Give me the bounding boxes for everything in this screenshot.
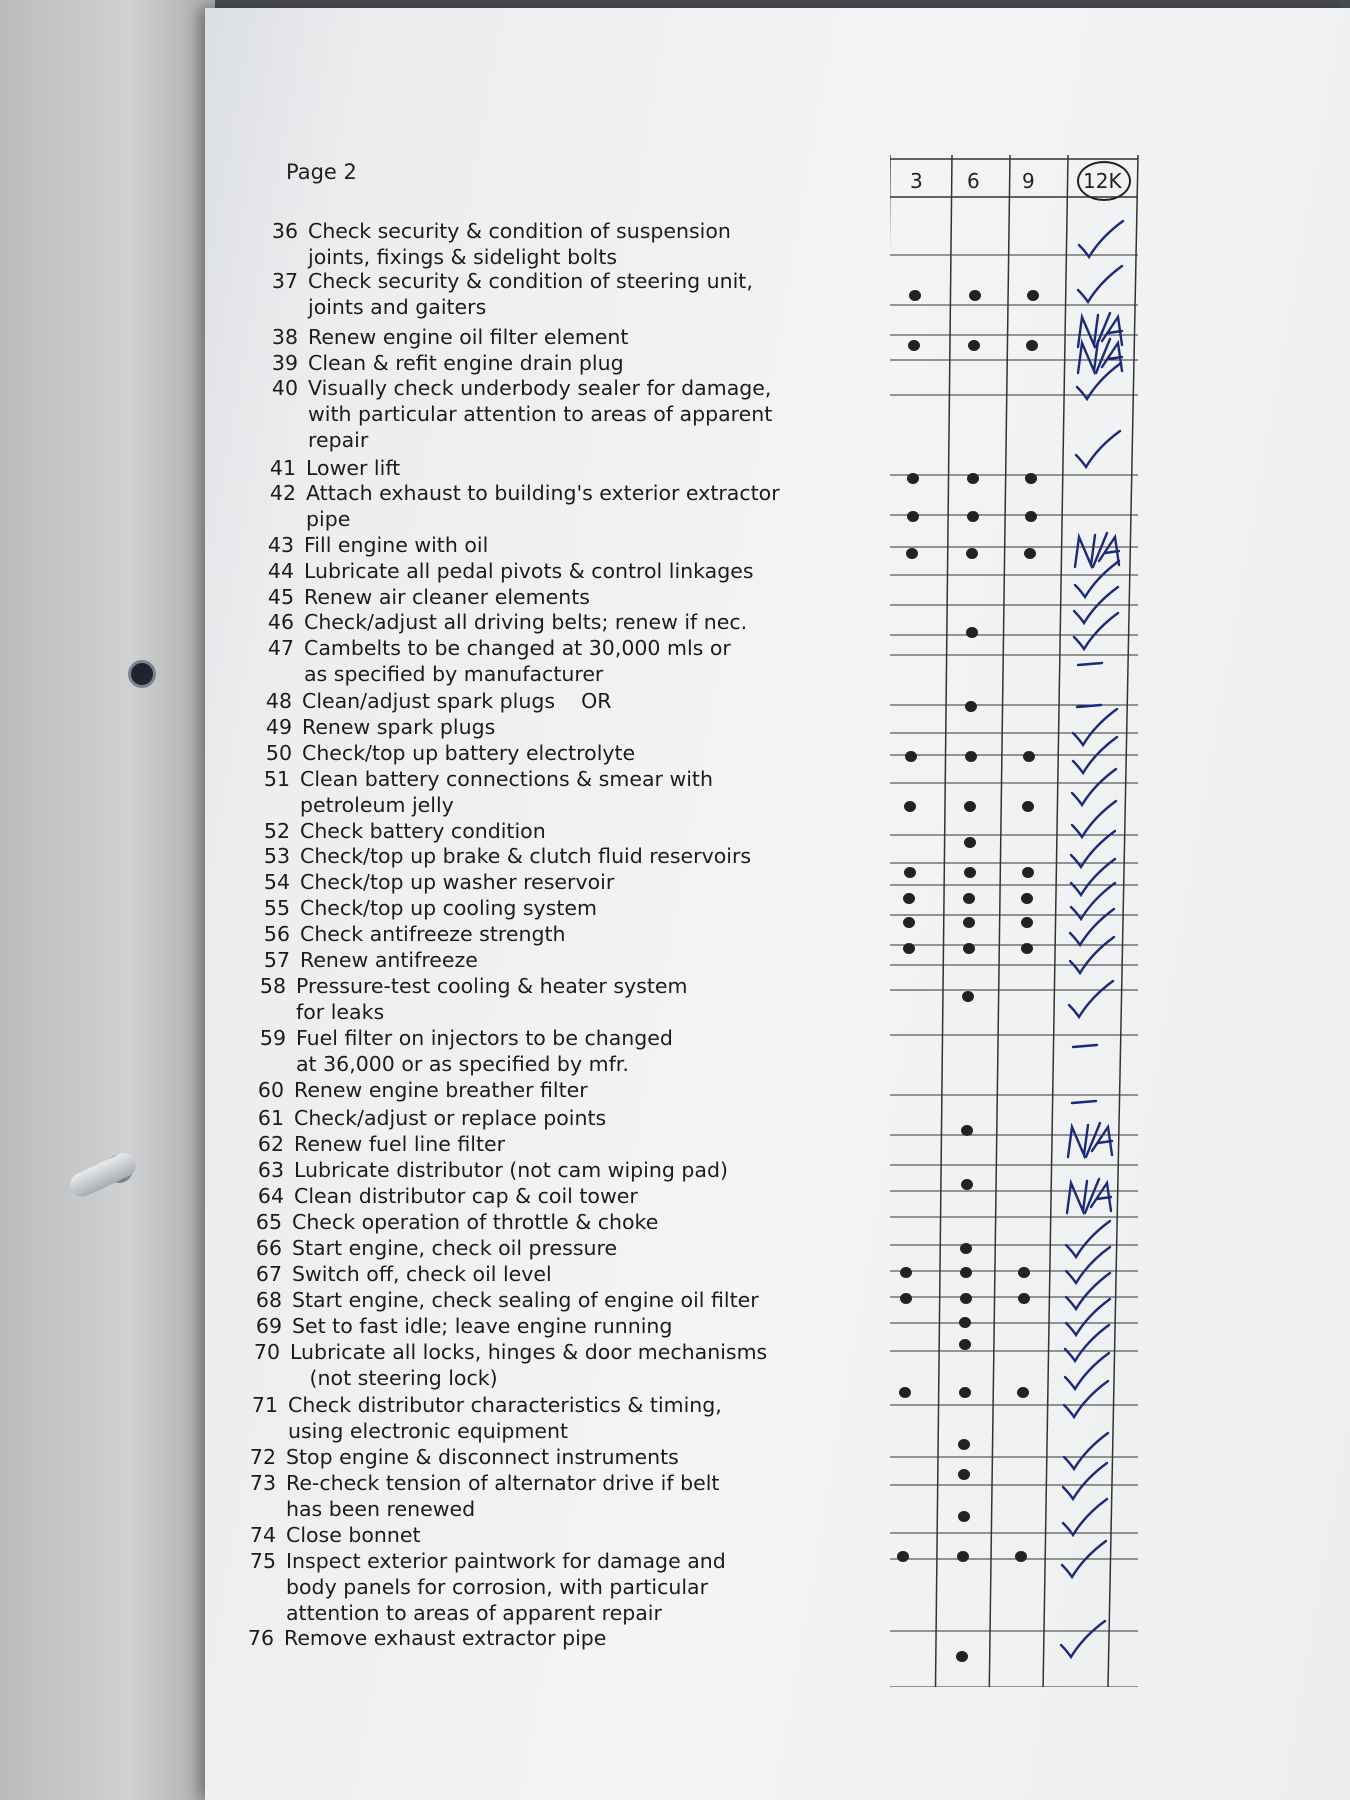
item-text: Clean distributor cap & coil tower (294, 1184, 638, 1208)
dot-icon (908, 340, 920, 351)
item-text: Check/top up battery electrolyte (302, 741, 636, 765)
checklist-item (254, 558, 754, 584)
dot-icon (963, 943, 975, 954)
checklist-item (242, 1209, 658, 1235)
item-text: Lubricate all locks, hinges & door mechanisms (not steering lock) (290, 1340, 768, 1390)
item-text: Renew antifreeze (300, 948, 478, 972)
check-icon (1073, 217, 1129, 267)
item-number: 61 (257, 1106, 284, 1130)
dot-icon (969, 290, 981, 301)
item-text: Check antifreeze strength (300, 922, 566, 946)
item-number: 46 (267, 610, 294, 634)
item-number: 50 (265, 741, 292, 765)
dot-icon (957, 1551, 969, 1562)
checklist-item (244, 1157, 728, 1183)
checklist-item (236, 1470, 719, 1522)
dot-icon (960, 1267, 972, 1278)
item-number: 38 (271, 325, 298, 349)
na-handwritten-icon (1061, 1173, 1117, 1223)
column-header-3: 3 (910, 169, 923, 193)
check-icon (1064, 933, 1120, 983)
dot-icon (965, 701, 977, 712)
item-number: 62 (257, 1132, 284, 1156)
binder-hole (128, 660, 156, 688)
item-number: 67 (255, 1262, 282, 1286)
item-number: 47 (267, 636, 294, 660)
item-number: 60 (257, 1078, 284, 1102)
item-text: Clean/adjust spark plugs OR (302, 689, 612, 713)
checklist-item (244, 1077, 588, 1103)
item-text: Stop engine & disconnect instruments (286, 1445, 679, 1469)
dot-icon (900, 1267, 912, 1278)
dot-icon (965, 751, 977, 762)
item-number: 68 (255, 1288, 282, 1312)
dot-icon (900, 1293, 912, 1304)
dash-icon (1063, 1017, 1119, 1067)
dot-icon (960, 1293, 972, 1304)
item-number: 36 (271, 219, 298, 243)
checklist-item (238, 1392, 722, 1444)
dot-icon (907, 511, 919, 522)
checklist-item (250, 895, 597, 921)
item-number: 64 (257, 1184, 284, 1208)
item-text: Renew engine breather filter (294, 1078, 588, 1102)
item-text: Attach exhaust to building's exterior extractor pipe (306, 481, 780, 531)
checklist-item (252, 688, 612, 714)
item-number: 66 (255, 1236, 282, 1260)
dot-icon (1023, 751, 1035, 762)
dot-icon (1025, 473, 1037, 484)
item-number: 43 (267, 533, 294, 557)
checklist-item (252, 740, 635, 766)
checklist-item (246, 1025, 673, 1077)
item-number: 65 (255, 1210, 282, 1234)
check-icon (1070, 427, 1126, 477)
checklist-item (242, 1261, 552, 1287)
checklist-item (250, 869, 614, 895)
checklist-item (252, 714, 495, 740)
dot-icon (961, 1179, 973, 1190)
dot-icon (899, 1387, 911, 1398)
dot-icon (903, 893, 915, 904)
checklist-item (236, 1548, 726, 1626)
dot-icon (905, 751, 917, 762)
check-icon (1055, 1617, 1111, 1667)
item-text: Set to fast idle; leave engine running (292, 1314, 673, 1338)
item-text: Switch off, check oil level (292, 1262, 552, 1286)
checklist-item (242, 1287, 759, 1313)
item-number: 45 (267, 585, 294, 609)
checklist-item (234, 1625, 606, 1651)
dot-icon (959, 1387, 971, 1398)
item-number: 56 (263, 922, 290, 946)
item-number: 41 (269, 456, 296, 480)
dot-icon (1021, 893, 1033, 904)
check-icon (1072, 262, 1128, 312)
dot-icon (964, 801, 976, 812)
dot-icon (968, 340, 980, 351)
item-number: 57 (263, 948, 290, 972)
dash-icon (1062, 1073, 1118, 1123)
checklist-item (254, 584, 590, 610)
dot-icon (1021, 917, 1033, 928)
item-text: Renew fuel line filter (294, 1132, 506, 1156)
dot-icon (962, 991, 974, 1002)
item-number: 75 (249, 1549, 276, 1573)
item-number: 39 (271, 351, 298, 375)
checklist-item (256, 480, 780, 532)
previous-page-edge (0, 0, 215, 1800)
item-number: 69 (255, 1314, 282, 1338)
interval-grid (890, 155, 1144, 1687)
item-text: Renew spark plugs (302, 715, 496, 739)
na-handwritten-icon (1062, 1117, 1118, 1167)
checklist-item (240, 1339, 767, 1391)
dot-icon (909, 290, 921, 301)
checklist-item (258, 218, 731, 270)
checklist-item (250, 818, 546, 844)
checklist-item (250, 947, 478, 973)
item-number: 44 (267, 559, 294, 583)
item-text: Start engine, check sealing of engine oil filter (292, 1288, 759, 1312)
item-text: Lower lift (306, 456, 401, 480)
item-text: Check/adjust or replace points (294, 1106, 607, 1130)
dot-icon (959, 1317, 971, 1328)
checklist-item (250, 766, 713, 818)
checklist-item (258, 375, 772, 453)
item-text: Clean battery connections & smear with petroleum jelly (300, 767, 713, 817)
item-text: Cambelts to be changed at 30,000 mls or as specified by manufacturer (304, 636, 731, 686)
item-text: Check security & condition of suspension joints, fixings & sidelight bolts (308, 219, 731, 269)
checklist-item (236, 1522, 421, 1548)
item-number: 52 (263, 819, 290, 843)
item-text: Renew engine oil filter element (308, 325, 629, 349)
checklist-item (258, 268, 753, 320)
item-number: 73 (249, 1471, 276, 1495)
item-number: 40 (271, 376, 298, 400)
item-text: Lubricate all pedal pivots & control linkages (304, 559, 754, 583)
checklist-item (258, 350, 624, 376)
item-text: Check/top up washer reservoir (300, 870, 615, 894)
check-icon (1056, 1537, 1112, 1587)
dot-icon (958, 1439, 970, 1450)
item-text: Check battery condition (300, 819, 546, 843)
item-text: Visually check underbody sealer for damage, with particular attention to areas of apparent repair (308, 376, 773, 452)
dot-icon (1025, 511, 1037, 522)
item-number: 42 (269, 481, 296, 505)
dot-icon (961, 1125, 973, 1136)
dot-icon (904, 867, 916, 878)
checklist-item (244, 1105, 606, 1131)
item-text: Check security & condition of steering unit, joints and gaiters (308, 269, 753, 319)
dot-icon (1017, 1387, 1029, 1398)
item-text: Close bonnet (286, 1523, 421, 1547)
checklist-item (242, 1235, 617, 1261)
item-text: Start engine, check oil pressure (292, 1236, 618, 1260)
item-number: 49 (265, 715, 292, 739)
dot-icon (1022, 867, 1034, 878)
column-header-9: 9 (1022, 169, 1035, 193)
dot-icon (963, 917, 975, 928)
item-text: Check operation of throttle & choke (292, 1210, 659, 1234)
dot-icon (1018, 1293, 1030, 1304)
dot-icon (1026, 340, 1038, 351)
item-number: 72 (249, 1445, 276, 1469)
checklist-item (250, 921, 566, 947)
check-icon (1058, 1377, 1114, 1427)
dot-icon (966, 627, 978, 638)
item-number: 74 (249, 1523, 276, 1547)
dot-icon (963, 893, 975, 904)
dot-icon (897, 1551, 909, 1562)
item-number: 59 (259, 1026, 286, 1050)
column-header-6: 6 (967, 169, 980, 193)
item-text: Renew air cleaner elements (304, 585, 590, 609)
dot-icon (907, 473, 919, 484)
dot-icon (1027, 290, 1039, 301)
item-number: 58 (259, 974, 286, 998)
page-number: Page 2 (286, 160, 357, 184)
dot-icon (904, 801, 916, 812)
checklist-item (256, 455, 400, 481)
dot-icon (960, 1243, 972, 1254)
checklist-item (242, 1313, 672, 1339)
checklist-item (254, 635, 731, 687)
dot-icon (966, 548, 978, 559)
dot-icon (903, 917, 915, 928)
item-number: 71 (251, 1393, 278, 1417)
item-text: Remove exhaust extractor pipe (284, 1626, 607, 1650)
dot-icon (906, 548, 918, 559)
item-text: Fill engine with oil (304, 533, 489, 557)
column-header-12k: 12K (1083, 169, 1122, 193)
dot-icon (958, 1469, 970, 1480)
item-number: 48 (265, 689, 292, 713)
checklist-item (244, 1183, 638, 1209)
checklist-item (250, 843, 751, 869)
item-text: Check/top up brake & clutch fluid reservoirs (300, 844, 752, 868)
dot-icon (964, 837, 976, 848)
item-text: Pressure-test cooling & heater system for leaks (296, 974, 688, 1024)
item-number: 76 (247, 1626, 274, 1650)
item-number: 70 (253, 1340, 280, 1364)
check-icon (1071, 359, 1127, 409)
item-number: 63 (257, 1158, 284, 1182)
checklist-item (236, 1444, 679, 1470)
item-text: Check/adjust all driving belts; renew if nec. (304, 610, 748, 634)
checklist-item (254, 532, 488, 558)
dot-icon (1024, 548, 1036, 559)
dot-icon (958, 1511, 970, 1522)
item-text: Re-check tension of alternator drive if belt has been renewed (286, 1471, 720, 1521)
dot-icon (1018, 1267, 1030, 1278)
item-text: Lubricate distributor (not cam wiping pad) (294, 1158, 728, 1182)
dot-icon (967, 511, 979, 522)
item-number: 53 (263, 844, 290, 868)
item-number: 54 (263, 870, 290, 894)
dot-icon (959, 1339, 971, 1350)
item-number: 51 (263, 767, 290, 791)
item-text: Clean & refit engine drain plug (308, 351, 624, 375)
item-number: 55 (263, 896, 290, 920)
item-number: 37 (271, 269, 298, 293)
checklist-item (254, 609, 747, 635)
dot-icon (956, 1651, 968, 1662)
item-text: Fuel filter on injectors to be changed at 36,000 or as specified by mfr. (296, 1026, 673, 1076)
dot-icon (967, 473, 979, 484)
dot-icon (1015, 1551, 1027, 1562)
dot-icon (964, 867, 976, 878)
dot-icon (1022, 801, 1034, 812)
checklist-item (244, 1131, 505, 1157)
item-text: Check distributor characteristics & timing, using electronic equipment (288, 1393, 722, 1443)
item-text: Inspect exterior paintwork for damage and body panels for corrosion, with particular attention to areas of apparent repair (286, 1549, 726, 1625)
dot-icon (1021, 943, 1033, 954)
checklist-item (246, 973, 687, 1025)
dot-icon (903, 943, 915, 954)
item-text: Check/top up cooling system (300, 896, 597, 920)
checklist-item (258, 324, 628, 350)
